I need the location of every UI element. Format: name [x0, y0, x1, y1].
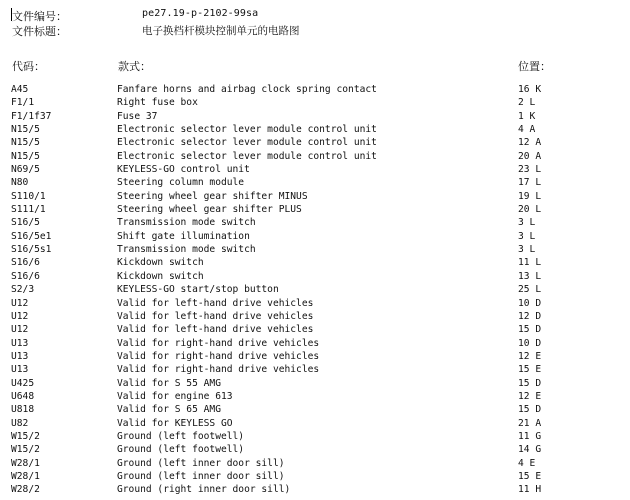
- table-row: [0, 337, 630, 350]
- table-row: [0, 83, 630, 96]
- column-header-code: 代码：: [12, 60, 45, 73]
- table-row: [0, 176, 630, 189]
- row-position: 19 L: [518, 190, 542, 202]
- row-model: Valid for engine 613: [117, 390, 233, 402]
- row-position: 4 A: [518, 124, 536, 136]
- row-position: 13 L: [518, 270, 542, 282]
- row-model: Kickdown switch: [117, 257, 204, 269]
- table-row: [0, 110, 630, 123]
- table-row: [0, 163, 630, 176]
- file-number-label: 文件编号：: [12, 10, 67, 23]
- row-position: 11 L: [518, 257, 542, 269]
- row-model: Valid for right-hand drive vehicles: [117, 364, 320, 376]
- row-model: Steering wheel gear shifter PLUS: [117, 204, 302, 216]
- table-row: [0, 230, 630, 243]
- row-code: F1/1: [11, 97, 35, 109]
- row-code: W28/2: [11, 484, 40, 496]
- row-position: 12 E: [518, 390, 542, 402]
- row-model: Electronic selector lever module control unit: [117, 124, 377, 136]
- row-code: U818: [11, 404, 35, 416]
- file-number-value: pe27.19-p-2102-99sa: [142, 8, 259, 19]
- row-code: U648: [11, 390, 35, 402]
- row-model: Shift gate illumination: [117, 230, 250, 242]
- row-code: U13: [11, 350, 29, 362]
- row-code: W28/1: [11, 470, 40, 482]
- table-row: [0, 270, 630, 283]
- table-row: [0, 136, 630, 149]
- row-position: 10 D: [518, 297, 542, 309]
- row-position: 1 K: [518, 110, 536, 122]
- row-model: Valid for right-hand drive vehicles: [117, 337, 320, 349]
- column-header-position: 位置：: [518, 60, 551, 73]
- row-model: Valid for left-hand drive vehicles: [117, 310, 314, 322]
- row-position: 25 L: [518, 284, 542, 296]
- table-row: [0, 403, 630, 416]
- row-model: Right fuse box: [117, 97, 198, 109]
- row-position: 3 L: [518, 244, 536, 256]
- file-title-value: 电子换档杆模块控制单元的电路图: [142, 25, 300, 37]
- row-model: Electronic selector lever module control unit: [117, 137, 377, 149]
- row-model: Valid for KEYLESS GO: [117, 417, 233, 429]
- row-position: 10 D: [518, 337, 542, 349]
- component-list: [0, 83, 630, 497]
- row-position: 15 D: [518, 377, 542, 389]
- table-row: [0, 483, 630, 496]
- row-model: Ground (left inner door sill): [117, 470, 285, 482]
- row-model: Transmission mode switch: [117, 244, 256, 256]
- row-model: Steering column module: [117, 177, 245, 189]
- row-position: 15 E: [518, 364, 542, 376]
- row-code: U12: [11, 324, 29, 336]
- row-model: Fuse 37: [117, 110, 158, 122]
- row-model: Transmission mode switch: [117, 217, 256, 229]
- table-row: [0, 203, 630, 216]
- row-position: 4 E: [518, 457, 536, 469]
- row-code: S16/6: [11, 257, 40, 269]
- row-code: S16/5e1: [11, 230, 52, 242]
- row-model: Ground (left footwell): [117, 444, 245, 456]
- row-code: W15/2: [11, 430, 40, 442]
- row-code: W28/1: [11, 457, 40, 469]
- row-position: 15 E: [518, 470, 542, 482]
- row-code: U13: [11, 364, 29, 376]
- table-row: [0, 297, 630, 310]
- row-position: 17 L: [518, 177, 542, 189]
- row-model: Valid for S 55 AMG: [117, 377, 221, 389]
- row-model: Fanfare horns and airbag clock spring contact: [117, 84, 377, 95]
- row-model: Ground (left footwell): [117, 430, 245, 442]
- row-position: 12 E: [518, 350, 542, 362]
- row-position: 20 L: [518, 204, 542, 216]
- row-position: 11 H: [518, 484, 542, 496]
- table-row: [0, 123, 630, 136]
- row-position: 12 D: [518, 310, 542, 322]
- row-code: W15/2: [11, 444, 40, 456]
- row-position: 20 A: [518, 150, 542, 162]
- row-model: Electronic selector lever module control unit: [117, 150, 377, 162]
- table-row: [0, 216, 630, 229]
- row-model: Valid for left-hand drive vehicles: [117, 297, 314, 309]
- row-model: Ground (left inner door sill): [117, 457, 285, 469]
- row-position: 3 L: [518, 230, 536, 242]
- row-model: Valid for left-hand drive vehicles: [117, 324, 314, 336]
- row-code: S110/1: [11, 190, 46, 202]
- row-code: A45: [11, 84, 29, 95]
- table-row: [0, 430, 630, 443]
- table-row: [0, 350, 630, 363]
- row-position: 2 L: [518, 97, 536, 109]
- table-row: [0, 256, 630, 269]
- table-row: [0, 96, 630, 109]
- row-code: U12: [11, 310, 29, 322]
- row-model: Kickdown switch: [117, 270, 204, 282]
- row-position: 12 A: [518, 137, 542, 149]
- row-code: N69/5: [11, 164, 40, 176]
- table-row: [0, 363, 630, 376]
- table-row: [0, 443, 630, 456]
- table-row: [0, 323, 630, 336]
- row-model: KEYLESS-GO start/stop button: [117, 284, 279, 296]
- row-model: KEYLESS-GO control unit: [117, 164, 250, 176]
- row-position: 15 D: [518, 324, 542, 336]
- row-code: U425: [11, 377, 35, 389]
- table-row: [0, 150, 630, 163]
- table-row: [0, 417, 630, 430]
- row-position: 14 G: [518, 444, 542, 456]
- table-row: [0, 190, 630, 203]
- table-row: [0, 470, 630, 483]
- table-row: [0, 390, 630, 403]
- row-position: 21 A: [518, 417, 542, 429]
- table-row: [0, 283, 630, 296]
- row-code: S16/6: [11, 270, 40, 282]
- row-code: U82: [11, 417, 29, 429]
- row-position: 11 G: [518, 430, 542, 442]
- row-position: 23 L: [518, 164, 542, 176]
- file-title-label: 文件标题：: [12, 25, 67, 38]
- row-position: 16 K: [518, 84, 542, 95]
- row-code: U13: [11, 337, 29, 349]
- row-code: S16/5s1: [11, 244, 52, 256]
- table-row: [0, 243, 630, 256]
- row-code: N15/5: [11, 137, 40, 149]
- row-model: Valid for S 65 AMG: [117, 404, 221, 416]
- row-code: S111/1: [11, 204, 46, 216]
- row-position: 15 D: [518, 404, 542, 416]
- row-code: F1/1f37: [11, 110, 52, 122]
- row-code: N80: [11, 177, 29, 189]
- row-model: Ground (right inner door sill): [117, 484, 291, 496]
- row-position: 3 L: [518, 217, 536, 229]
- table-row: [0, 457, 630, 470]
- row-code: N15/5: [11, 150, 40, 162]
- row-code: S2/3: [11, 284, 35, 296]
- row-code: S16/5: [11, 217, 40, 229]
- table-row: [0, 310, 630, 323]
- row-model: Valid for right-hand drive vehicles: [117, 350, 320, 362]
- row-model: Steering wheel gear shifter MINUS: [117, 190, 308, 202]
- table-row: [0, 377, 630, 390]
- row-code: U12: [11, 297, 29, 309]
- column-header-model: 款式：: [118, 60, 151, 73]
- row-code: N15/5: [11, 124, 40, 136]
